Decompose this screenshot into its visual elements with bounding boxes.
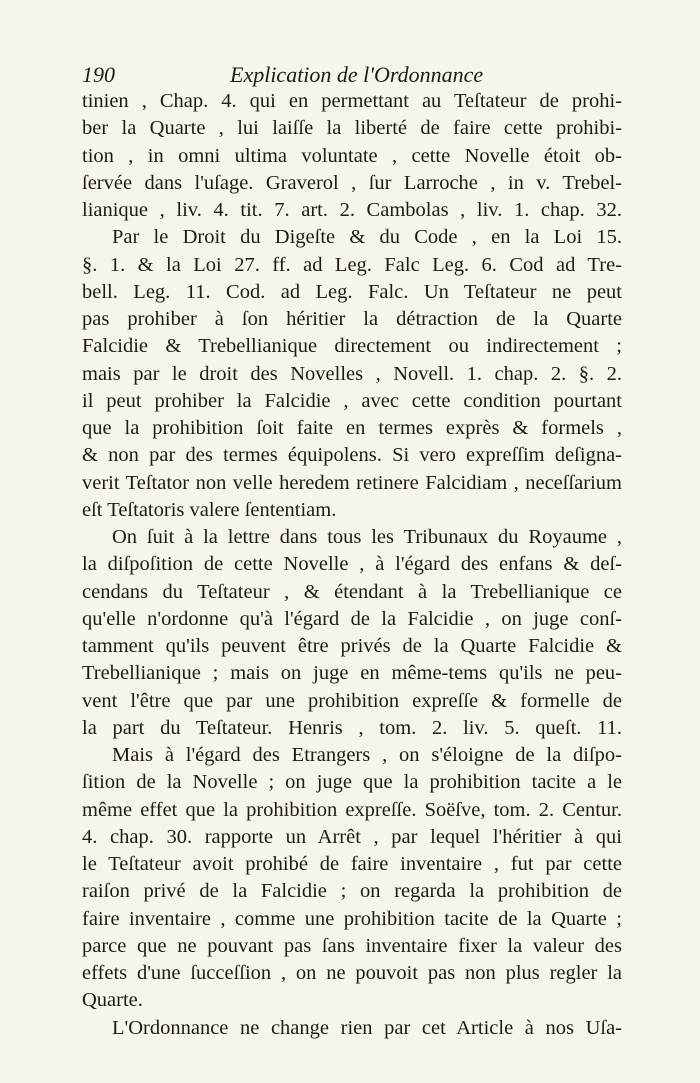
text-line: la diſpoſition de cette Novelle , à l'égard des enfans & deſ- xyxy=(82,553,622,576)
text-line: eſt Teſtatoris valere ſententiam. xyxy=(82,498,337,521)
page-header xyxy=(82,60,602,90)
body-text xyxy=(82,88,622,1042)
text-line: ber la Quarte , lui laiſſe la liberté de faire cette prohibi- xyxy=(82,117,622,140)
page-number: 190 xyxy=(82,62,115,87)
text-line: le Teſtateur avoit prohibé de faire inventaire , fut par cette xyxy=(82,853,622,875)
text-line: Trebellianique ; mais on juge en même-tems qu'ils ne peu- xyxy=(82,662,622,685)
text-line: cendans du Teſtateur , & étendant à la Trebellianique ce xyxy=(82,580,622,603)
text-line: faire inventaire , comme une prohibition tacite de la Quarte ; xyxy=(82,907,622,930)
text-line: raiſon privé de la Falcidie ; on regarda la prohibition de xyxy=(82,880,622,903)
text-line: 4. chap. 30. rapporte un Arrêt , par lequel l'héritier à qui xyxy=(82,825,622,848)
running-title: Explication de l'Ordonnance xyxy=(230,62,484,87)
text-line: la part du Teſtateur. Henris , tom. 2. liv. 5. queſt. 11. xyxy=(82,716,622,739)
text-line: & non par des termes équipolens. Si vero expreſſim deſigna- xyxy=(82,444,622,467)
text-line: Quarte. xyxy=(82,989,143,1012)
text-line: effets d'une ſucceſſion , on ne pouvoit pas non plus regler la xyxy=(82,962,622,984)
text-line: Falcidie & Trebellianique directement ou indirectement ; xyxy=(82,335,622,358)
paragraph-start-line: Mais à l'égard des Etrangers , on s'éloigne de la diſpo- xyxy=(112,744,622,766)
paragraph-start-line: L'Ordonnance ne change rien par cet Article à nos Uſa- xyxy=(112,1016,622,1039)
text-line: même effet que la prohibition expreſſe. Soëſve, tom. 2. Centur. xyxy=(82,798,622,821)
text-line: ſition de la Novelle ; on juge que la prohibition tacite a le xyxy=(82,771,622,794)
text-line: ſervée dans l'uſage. Graverol , ſur Larroche , in v. Trebel- xyxy=(82,171,622,194)
text-line: il peut prohiber la Falcidie , avec cette condition pourtant xyxy=(82,389,622,412)
text-line: tamment qu'ils peuvent être privés de la Quarte Falcidie & xyxy=(82,635,622,657)
text-line: lianique , liv. 4. tit. 7. art. 2. Cambolas , liv. 1. chap. 32. xyxy=(82,199,622,221)
text-line: tion , in omni ultima voluntate , cette Novelle étoit ob- xyxy=(82,144,622,167)
text-line: bell. Leg. 11. Cod. ad Leg. Falc. Un Teſtateur ne peut xyxy=(82,280,622,303)
paragraph-start-line: Par le Droit du Digeſte & du Code , en la Loi 15. xyxy=(112,226,622,249)
text-line: mais par le droit des Novelles , Novell. 1. chap. 2. §. 2. xyxy=(82,362,622,385)
text-line: qu'elle n'ordonne qu'à l'égard de la Falcidie , on juge conſ- xyxy=(82,607,622,630)
text-line: pas prohiber à ſon héritier la détraction de la Quarte xyxy=(82,308,622,330)
text-line: tinien , Chap. 4. qui en permettant au Teſtateur de prohi- xyxy=(82,90,622,112)
text-line: verit Teſtator non velle heredem retinere Falcidiam , neceſſarium xyxy=(82,471,622,494)
text-line: parce que ne pouvant pas ſans inventaire fixer la valeur des xyxy=(82,934,622,957)
text-line: vent l'être que par une prohibition expreſſe & formelle de xyxy=(82,689,622,712)
text-line: que la prohibition ſoit faite en termes exprès & formels , xyxy=(82,417,622,439)
paragraph-start-line: On ſuit à la lettre dans tous les Tribunaux du Royaume , xyxy=(112,526,622,548)
text-line: §. 1. & la Loi 27. ff. ad Leg. Falc Leg. 6. Cod ad Tre- xyxy=(82,253,622,276)
